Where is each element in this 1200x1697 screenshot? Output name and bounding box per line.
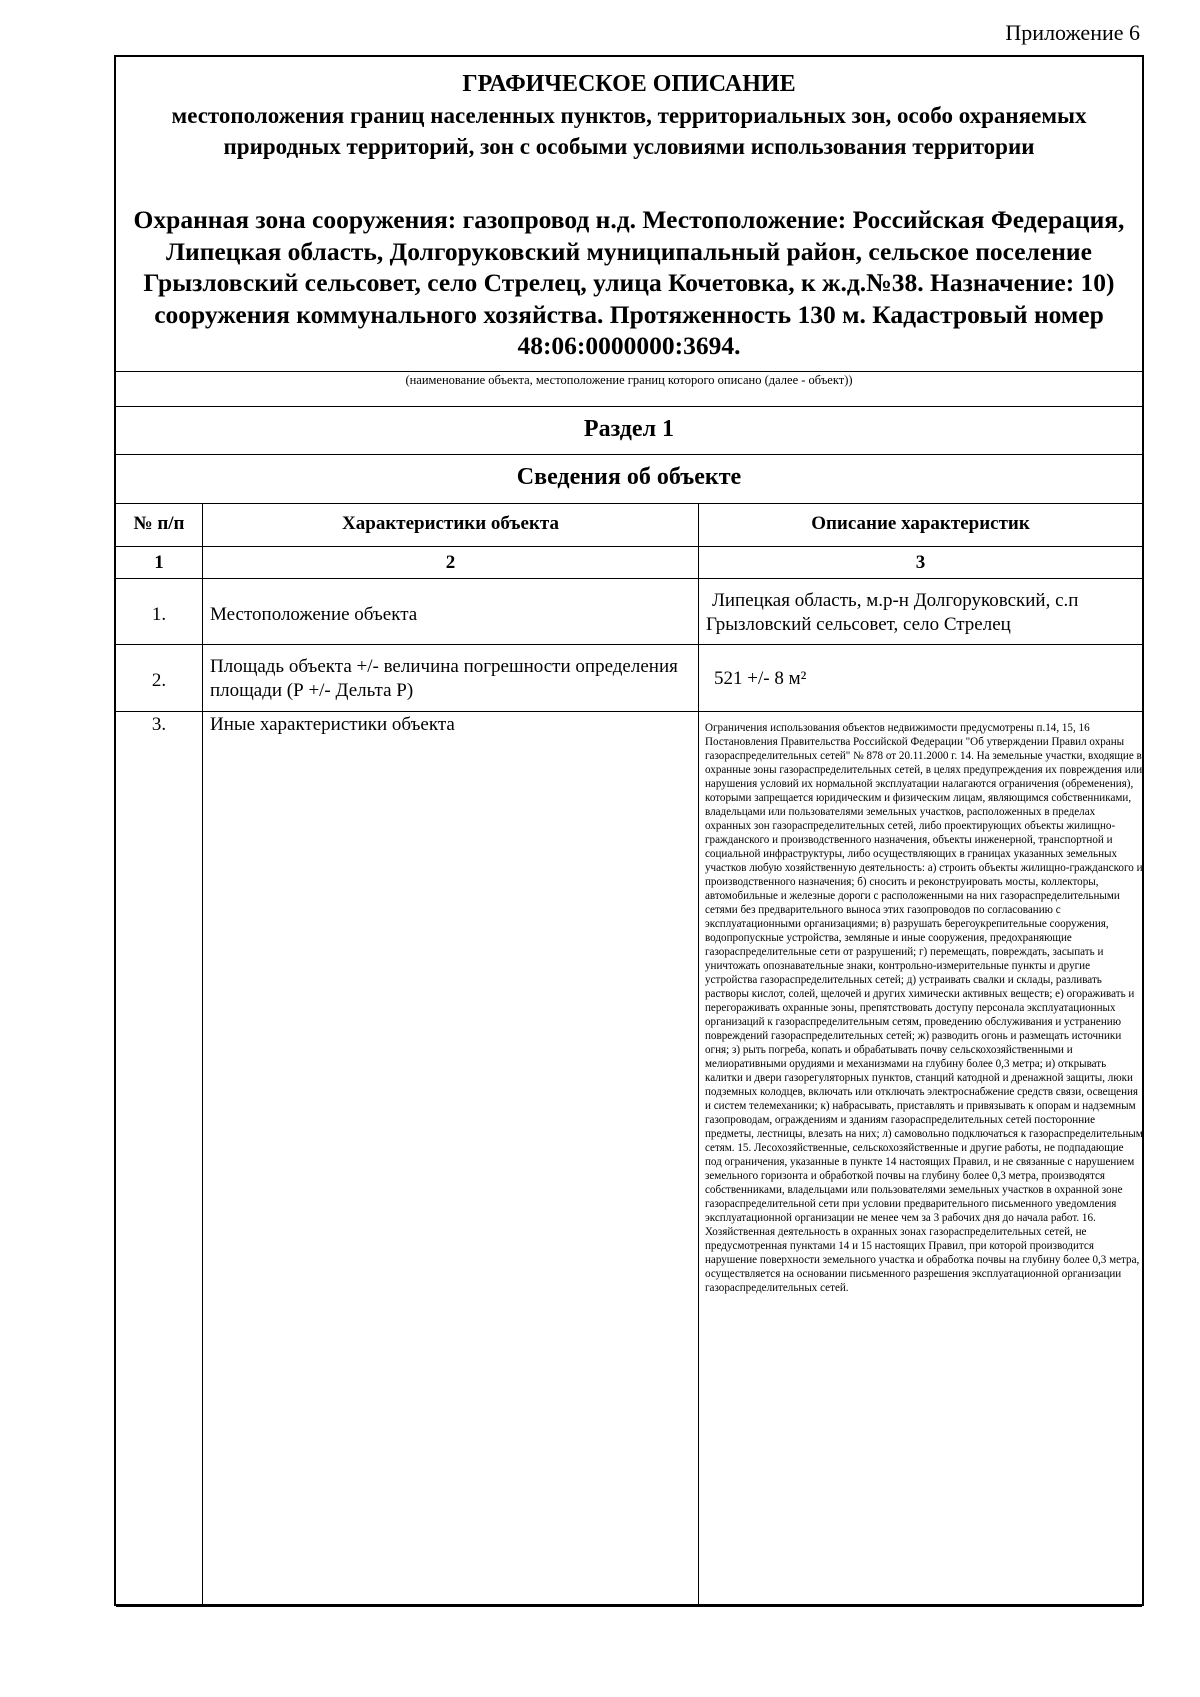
column-number-2: 2 [445,552,456,573]
column-number-1: 1 [154,552,164,573]
row-divider [116,644,1142,645]
row-divider [116,1606,1142,1607]
column-line [698,503,699,1606]
row-2-name: Площадь объекта +/- величина погрешности определения площади (Р +/- Дельта Р) [210,656,678,701]
appendix-label: Приложение 6 [1005,20,1140,45]
header-cell-number: № п/п [133,513,185,534]
column-number-3: 3 [915,552,926,573]
divider-line [116,406,1142,407]
document-title: ГРАФИЧЕСКОЕ ОПИСАНИЕ [462,71,796,97]
row-2-number: 2. [151,670,167,691]
header-cell-characteristics: Характеристики объекта [342,513,559,534]
document-frame [114,55,1144,1606]
header-cell-description: Описание характеристик [811,513,1030,534]
document-subtitle: местоположения границ населенных пунктов, территориальных зон, особо охраняемых природных территорий, зон с особыми условиями использования территории [171,103,1087,159]
row-divider [116,546,1142,547]
row-1-name: Местоположение объекта [210,604,418,625]
object-caption: (наименование объекта, местоположение границ которого описано (далее - объект)) [405,373,853,387]
row-2-value: 521 +/- 8 м² [714,668,807,689]
row-3-number: 3. [151,714,167,735]
document-header [116,57,1142,372]
section-title: Раздел 1 [583,416,675,442]
row-3-name: Иные характеристики объекта [210,714,455,735]
section-subtitle: Сведения об объекте [516,464,742,490]
row-1-value: Липецкая область, м.р-н Долгоруковский, с.п Грызловский сельсовет, село Стрелец [706,590,1079,635]
row-3-value: Ограничения использования объектов недвижимости предусмотрены п.14, 15, 16 Постановления Правительства Российской Федерации "Об утверждении Правил охраны газораспределительных сетей" № 878 от 20.11.2000 г. 14. На земельные участки, входящие в охранные зоны газораспределительных сетей, в целях предупреждения их повреждения или нарушения условий их нормальной эксплуатации налагаются ограничения (обременения), которыми запрещается юридическим и физическим лицам, являющимся собственниками, владельцами или пользователями земельных участков, расположенных в пределах охранных зон газораспределительных сетей, либо проектирующих объекты жилищно-гражданского и производственного назначения, объекты инженерной, транспортной и социальной инфраструктуры, либо осуществляющих в границах указанных земельных участков любую хозяйственную деятельность: а) строить объекты жилищно-гражданского и производственного назначения; б) сносить и реконструировать мосты, коллекторы, автомобильные и железные дороги с расположенными на них газораспределительными сетями без предварительного выноса этих газопроводов по согласованию с эксплуатационными организациями; в) разрушать берегоукрепительные сооружения, водопропускные устройства, земляные и иные сооружения, предохраняющие газораспределительные сети от разрушений; г) перемещать, повреждать, засыпать и уничтожать опознавательные знаки, контрольно-измерительные пункты и другие устройства газораспределительных сетей; д) устраивать свалки и склады, разливать растворы кислот, солей, щелочей и других химически активных веществ; е) огораживать и перегораживать охранные зоны, препятствовать доступу персонала эксплуатационных организаций к газораспределительным сетям, проведению обслуживания и устранению повреждений газораспределительных сетей; ж) разводить огонь и размещать источники огня; з) рыть погреба, копать и обрабатывать почву сельскохозяйственными и мелиоративными орудиями и механизмами на глубину более 0,3 метра; и) открывать калитки и двери газорегуляторных пунктов, станций катодной и дренажной защиты, люки подземных колодцев, включать или отключать электроснабжение средств связи, освещения и систем телемеханики; к) набрасывать, приставлять и привязывать к опорам и надземным газопроводам, ограждениям и зданиям газораспределительных сетей посторонние предметы, лестницы, влезать на них; л) самовольно подключаться к газораспределительным сетям. 15. Лесохозяйственные, сельскохозяйственные и другие работы, не подпадающие под ограничения, указанные в пункте 14 настоящих Правил, и не связанные с нарушением земельного горизонта и обработкой почвы на глубину более 0,3 метра, производятся собственниками, владельцами или пользователями земельных участков в охранной зоне газораспределительной сети при условии предварительного письменного уведомления эксплуатационной организации не менее чем за 3 рабочих дня до начала работ. 16. Хозяйственная деятельность в охранных зонах газораспределительных сетей, не предусмотренная пунктами 14 и 15 настоящих Правил, при которой производится нарушение поверхности земельного участка и обработка почвы на глубину более 0,3 метра, осуществляется на основании письменного разрешения эксплуатационной организации газораспределительных сетей. [705,722,1143,1294]
column-line [202,503,203,1606]
divider-line [116,454,1142,455]
row-divider [116,711,1142,712]
divider-line [116,503,1142,504]
row-1-number: 1. [151,604,167,625]
object-description: Охранная зона сооружения: газопровод н.д. Местоположение: Российская Федерация, Липецкая область, Долгоруковский муниципальный район, сельское поселение Грызловский сельсовет, село Стрелец, улица Кочетовка, к ж.д.№38. Назначение: 10) сооружения коммунального хозяйства. Протяженность 130 м. Кадастровый номер 48:06:0000000:3694. [133,205,1125,360]
row-divider [116,578,1142,579]
